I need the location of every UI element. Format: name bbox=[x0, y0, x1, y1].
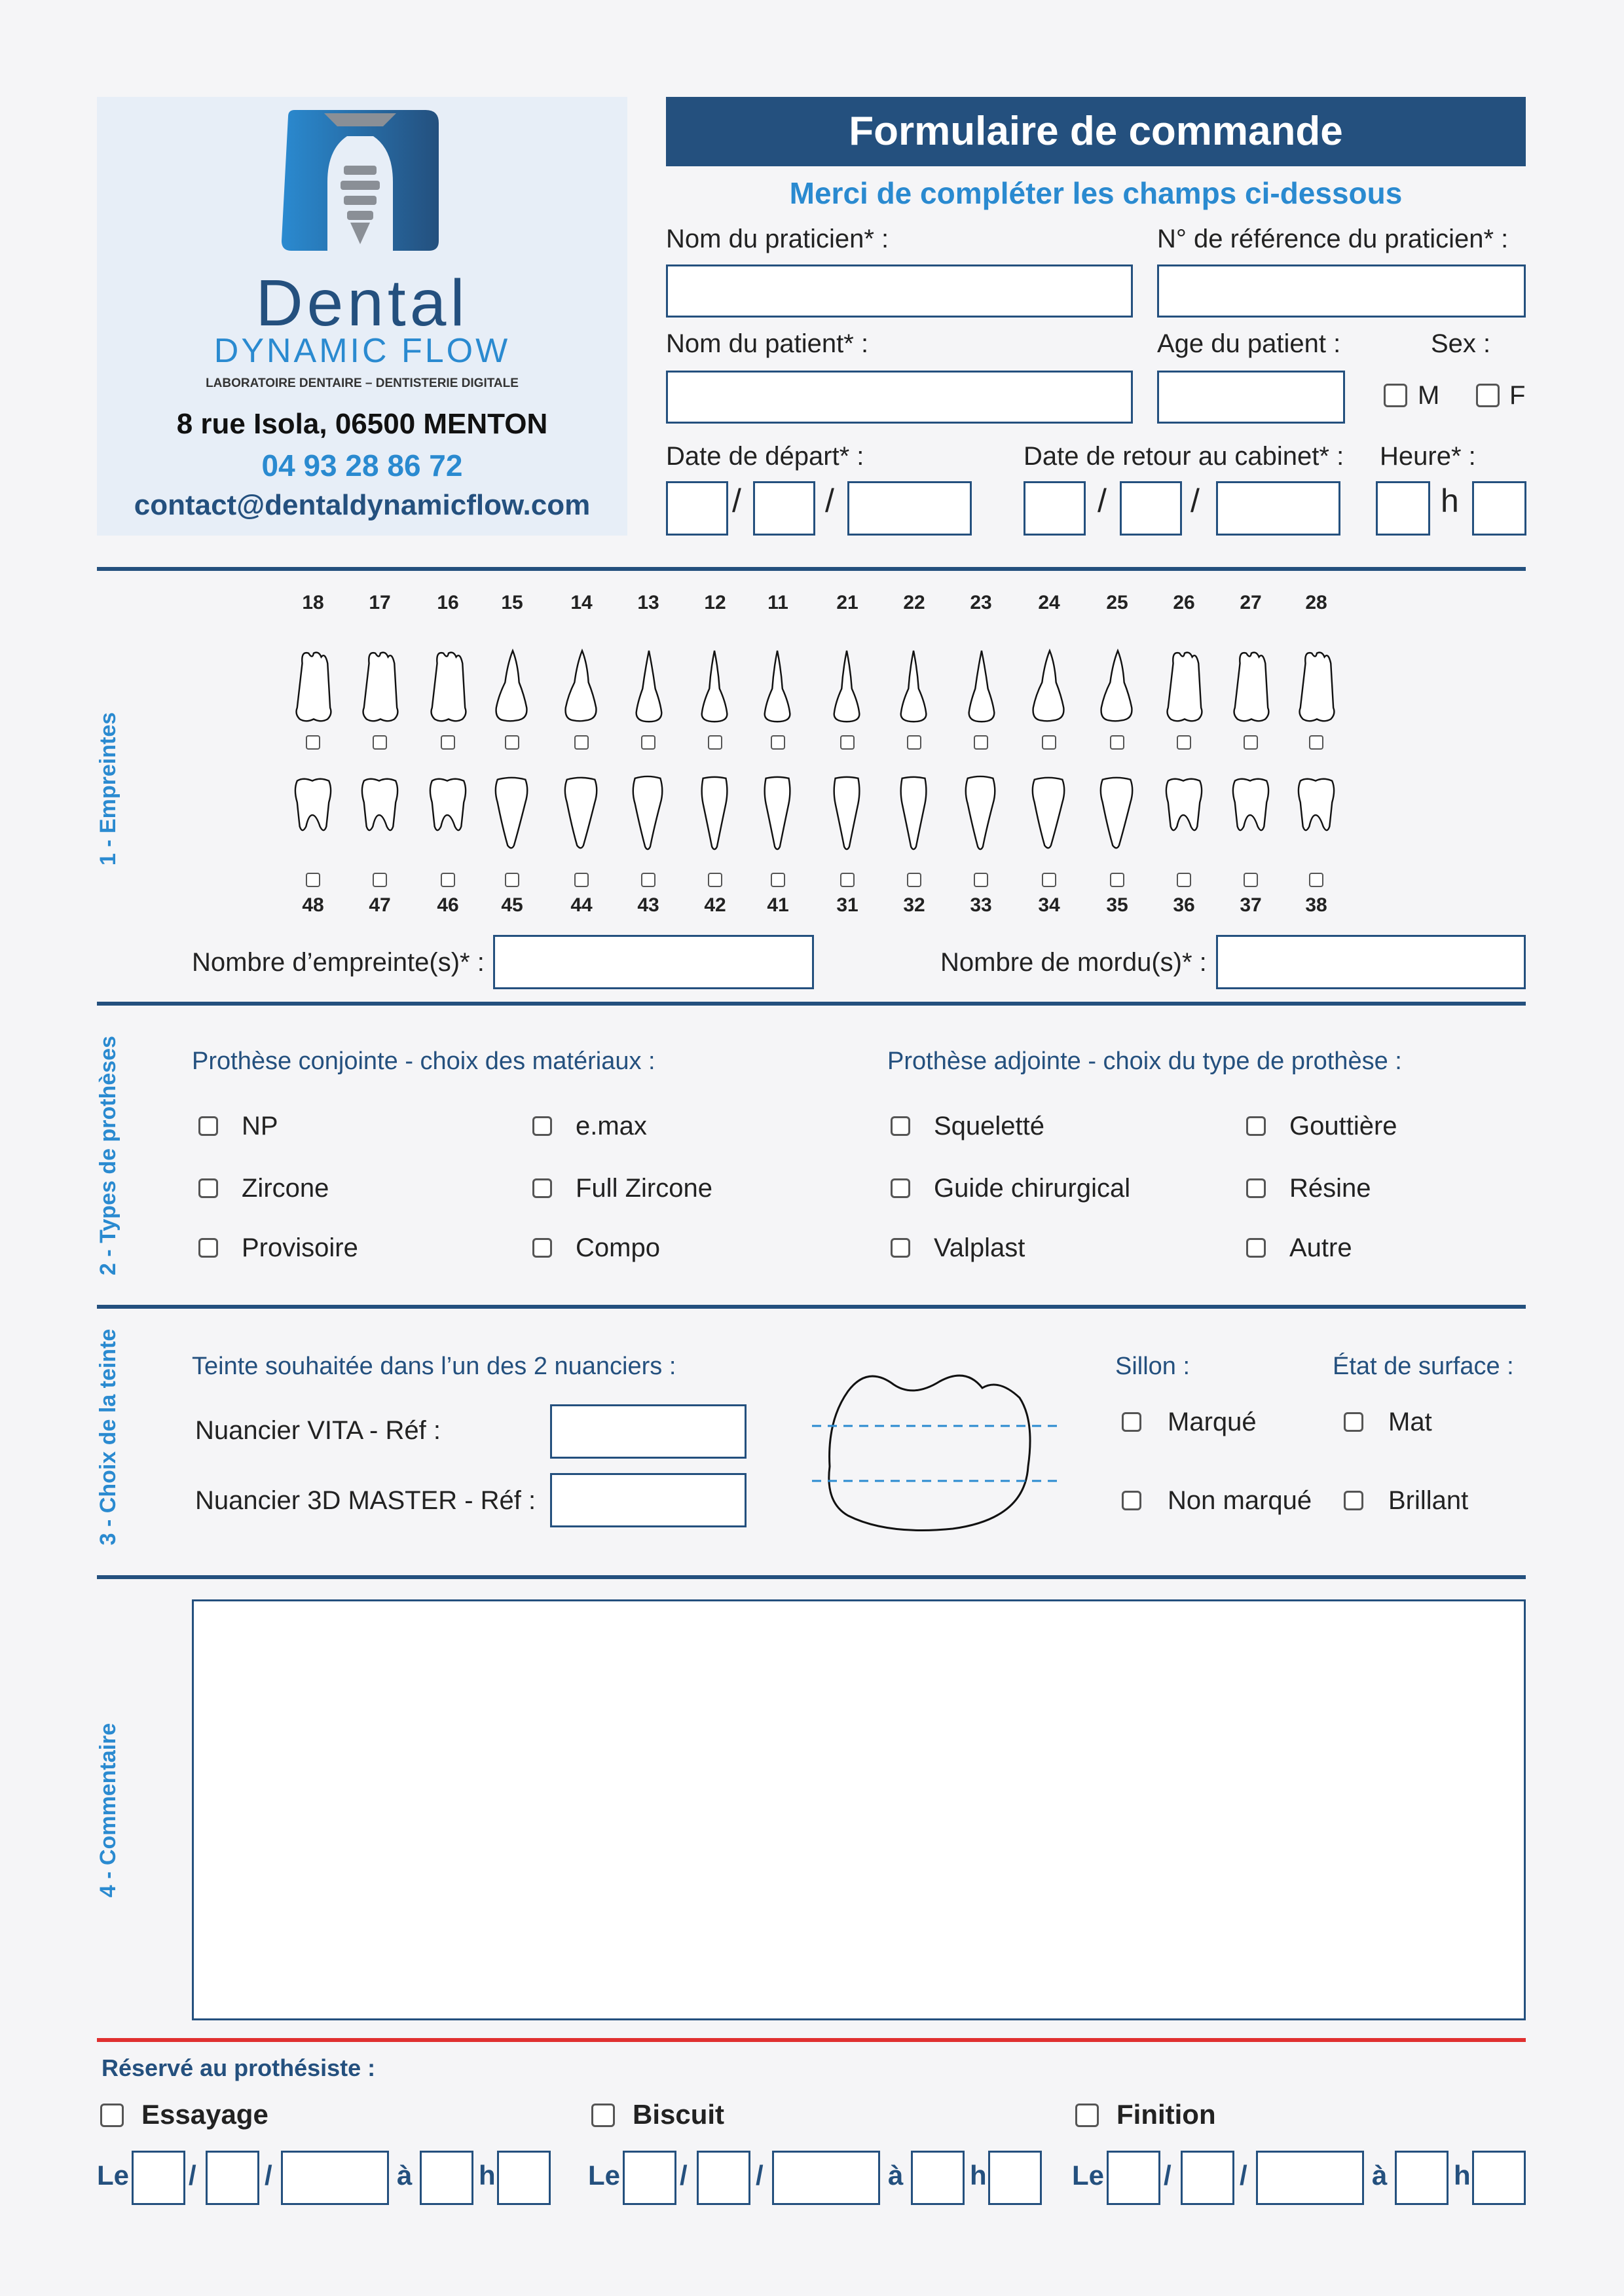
tooth-checkbox-lower[interactable] bbox=[1244, 873, 1258, 887]
tooth-checkbox-lower[interactable] bbox=[1042, 873, 1056, 887]
prosthesis-checkbox-autre[interactable] bbox=[1246, 1238, 1266, 1258]
tooth-number-upper: 18 bbox=[302, 592, 324, 613]
tooth-number-upper: 22 bbox=[903, 592, 925, 613]
tooth-number-lower: 38 bbox=[1305, 894, 1327, 916]
tooth-number-lower: 41 bbox=[767, 894, 789, 916]
date-separator: / bbox=[1240, 2160, 1247, 2191]
lower-tooth-icon bbox=[695, 768, 735, 860]
stage-minute-input[interactable] bbox=[497, 2151, 551, 2205]
tooth-number-lower: 31 bbox=[836, 894, 858, 916]
hour-separator: h bbox=[970, 2160, 987, 2191]
lower-tooth-icon bbox=[1297, 768, 1336, 860]
prosthesis-checkbox-e-max[interactable] bbox=[532, 1116, 552, 1136]
prosthesis-checkbox-guide-chirurgical[interactable] bbox=[891, 1178, 910, 1198]
upper-tooth-icon bbox=[695, 645, 735, 730]
hour-hours-input[interactable] bbox=[1376, 481, 1430, 536]
tooth-checkbox-upper[interactable] bbox=[1244, 735, 1258, 750]
prosthesis-checkbox-zircone[interactable] bbox=[198, 1178, 218, 1198]
patient-name-input[interactable] bbox=[666, 371, 1133, 424]
lab-phone[interactable]: 04 93 28 86 72 bbox=[261, 448, 463, 483]
practitioner-ref-input[interactable] bbox=[1157, 264, 1526, 318]
tooth-checkbox-upper[interactable] bbox=[306, 735, 320, 750]
lower-tooth-icon bbox=[492, 768, 532, 860]
date-separator: / bbox=[1098, 483, 1107, 519]
fixed-prosthesis-title: Prothèse conjointe - choix des matériaux : bbox=[192, 1048, 655, 1075]
date-separator: / bbox=[265, 2160, 272, 2191]
patient-age-label: Age du patient : bbox=[1157, 329, 1341, 358]
tooth-number-lower: 36 bbox=[1173, 894, 1195, 916]
bite-count-label: Nombre de mordu(s)* : bbox=[940, 948, 1207, 977]
tooth-number-upper: 27 bbox=[1240, 592, 1262, 613]
lower-tooth-icon bbox=[1164, 768, 1204, 860]
stage-minute-input[interactable] bbox=[1472, 2151, 1526, 2205]
hour-separator: h bbox=[479, 2160, 496, 2191]
upper-tooth-icon bbox=[293, 645, 333, 730]
tooth-checkbox-lower[interactable] bbox=[373, 873, 387, 887]
sex-f-checkbox[interactable] bbox=[1476, 384, 1500, 407]
tooth-checkbox-upper[interactable] bbox=[1177, 735, 1191, 750]
stage-date-prefix: Le bbox=[97, 2160, 130, 2191]
lower-tooth-icon bbox=[360, 768, 399, 860]
surface-matte-label: Mat bbox=[1388, 1408, 1432, 1436]
sex-m-checkbox[interactable] bbox=[1384, 384, 1407, 407]
bite-count-input[interactable] bbox=[1216, 935, 1526, 989]
lower-tooth-icon bbox=[1231, 768, 1270, 860]
date-separator: / bbox=[1164, 2160, 1172, 2191]
tooth-number-upper: 13 bbox=[637, 592, 659, 613]
stage-day-input[interactable] bbox=[623, 2151, 676, 2205]
prosthesis-checkbox-provisoire[interactable] bbox=[198, 1238, 218, 1258]
tooth-checkbox-lower[interactable] bbox=[306, 873, 320, 887]
lower-tooth-icon bbox=[293, 768, 333, 860]
tooth-number-upper: 24 bbox=[1038, 592, 1060, 613]
tooth-checkbox-upper[interactable] bbox=[1309, 735, 1323, 750]
vita-shade-label: Nuancier VITA - Réf : bbox=[195, 1416, 441, 1445]
surface-glossy-label: Brillant bbox=[1388, 1486, 1469, 1515]
lower-tooth-icon bbox=[895, 768, 934, 860]
prosthesis-checkbox-full-zircone[interactable] bbox=[532, 1178, 552, 1198]
upper-tooth-icon bbox=[1164, 645, 1204, 730]
tooth-number-upper: 11 bbox=[767, 592, 788, 613]
date-separator: / bbox=[756, 2160, 764, 2191]
prosthesis-checkbox-r-sine[interactable] bbox=[1246, 1178, 1266, 1198]
divider-impressions bbox=[97, 1002, 1526, 1006]
stage-label: Finition bbox=[1116, 2099, 1216, 2130]
groove-title: Sillon : bbox=[1115, 1353, 1190, 1380]
prosthesis-option-label: e.max bbox=[576, 1112, 647, 1140]
departure-date-label: Date de départ* : bbox=[666, 442, 864, 471]
tooth-number-lower: 46 bbox=[437, 894, 459, 916]
brand-name-bottom: DYNAMIC FLOW bbox=[213, 332, 511, 370]
groove-unmarked-checkbox[interactable] bbox=[1122, 1491, 1141, 1510]
tooth-checkbox-lower[interactable] bbox=[708, 873, 722, 887]
tooth-number-upper: 15 bbox=[501, 592, 523, 613]
shade-title: Teinte souhaitée dans l’un des 2 nuanciers : bbox=[192, 1353, 676, 1380]
lower-tooth-icon bbox=[1029, 768, 1069, 860]
patient-sex-label: Sex : bbox=[1431, 329, 1491, 358]
form-subtitle: Merci de compléter les champs ci-dessous bbox=[789, 176, 1403, 210]
date-separator: / bbox=[825, 483, 834, 519]
stage-date-prefix: Le bbox=[588, 2160, 621, 2191]
stage-hour-input[interactable] bbox=[1395, 2151, 1449, 2205]
tooth-number-upper: 17 bbox=[369, 592, 391, 613]
brand-tagline: LABORATOIRE DENTAIRE – DENTISTERIE DIGITALE bbox=[206, 376, 519, 390]
stage-date-prefix: Le bbox=[1072, 2160, 1105, 2191]
groove-marked-label: Marqué bbox=[1168, 1408, 1257, 1436]
lab-address: 8 rue Isola, 06500 MENTON bbox=[176, 408, 548, 440]
sex-f-label: F bbox=[1509, 381, 1526, 410]
tooth-number-upper: 23 bbox=[970, 592, 992, 613]
tooth-checkbox-upper[interactable] bbox=[373, 735, 387, 750]
lower-tooth-icon bbox=[828, 768, 867, 860]
stage-year-input[interactable] bbox=[281, 2151, 389, 2205]
stage-minute-input[interactable] bbox=[988, 2151, 1042, 2205]
stage-hour-input[interactable] bbox=[420, 2151, 473, 2205]
stage-day-input[interactable] bbox=[1107, 2151, 1160, 2205]
section-impressions-title: 1 - Empreintes bbox=[96, 712, 120, 866]
impression-count-input[interactable] bbox=[493, 935, 814, 989]
molar-groove-diagram-icon bbox=[809, 1368, 1058, 1539]
stage-month-input[interactable] bbox=[697, 2151, 750, 2205]
prosthesis-option-label: Valplast bbox=[934, 1233, 1025, 1262]
tooth-number-upper: 21 bbox=[836, 592, 858, 613]
return-month-input[interactable] bbox=[1120, 481, 1182, 536]
prosthesis-option-label: Gouttière bbox=[1289, 1112, 1397, 1140]
return-date-label: Date de retour au cabinet* : bbox=[1024, 442, 1344, 471]
tooth-checkbox-upper[interactable] bbox=[708, 735, 722, 750]
prosthesis-option-label: Full Zircone bbox=[576, 1174, 712, 1203]
section-shade-title: 3 - Choix de la teinte bbox=[96, 1328, 120, 1546]
upper-tooth-icon bbox=[1231, 645, 1270, 730]
tooth-number-upper: 28 bbox=[1305, 592, 1327, 613]
tooth-checkbox-upper[interactable] bbox=[771, 735, 785, 750]
departure-year-input[interactable] bbox=[847, 481, 972, 536]
tooth-number-lower: 35 bbox=[1106, 894, 1128, 916]
logo-panel bbox=[97, 97, 627, 536]
return-day-input[interactable] bbox=[1024, 481, 1086, 536]
patient-name-label: Nom du patient* : bbox=[666, 329, 869, 358]
tooth-checkbox-lower[interactable] bbox=[907, 873, 921, 887]
tooth-number-lower: 33 bbox=[970, 894, 992, 916]
tooth-number-upper: 26 bbox=[1173, 592, 1195, 613]
departure-month-input[interactable] bbox=[753, 481, 815, 536]
tooth-checkbox-upper[interactable] bbox=[907, 735, 921, 750]
date-separator: / bbox=[680, 2160, 688, 2191]
prosthesis-checkbox-compo[interactable] bbox=[532, 1238, 552, 1258]
stage-time-prefix: à bbox=[397, 2160, 413, 2191]
vita-shade-input[interactable] bbox=[550, 1404, 747, 1459]
date-separator: / bbox=[1190, 483, 1200, 519]
stage-checkbox-finition[interactable] bbox=[1075, 2104, 1099, 2127]
tooth-number-lower: 37 bbox=[1240, 894, 1262, 916]
upper-tooth-icon bbox=[1297, 645, 1336, 730]
lower-tooth-icon bbox=[629, 768, 668, 860]
tooth-checkbox-upper[interactable] bbox=[505, 735, 519, 750]
stage-month-input[interactable] bbox=[1181, 2151, 1234, 2205]
tooth-number-lower: 48 bbox=[302, 894, 324, 916]
upper-tooth-icon bbox=[1029, 645, 1069, 730]
hour-label: Heure* : bbox=[1380, 442, 1476, 471]
practitioner-name-input[interactable] bbox=[666, 264, 1133, 318]
reserved-title: Réservé au prothésiste : bbox=[101, 2054, 376, 2081]
date-separator: / bbox=[732, 483, 741, 519]
sex-m-label: M bbox=[1418, 381, 1440, 410]
tooth-checkbox-lower[interactable] bbox=[1177, 873, 1191, 887]
upper-tooth-icon bbox=[1098, 645, 1137, 730]
hour-minutes-input[interactable] bbox=[1472, 481, 1526, 536]
stage-year-input[interactable] bbox=[1256, 2151, 1364, 2205]
stage-checkbox-essayage[interactable] bbox=[100, 2104, 124, 2127]
tooth-checkbox-lower[interactable] bbox=[1110, 873, 1124, 887]
tooth-checkbox-upper[interactable] bbox=[1110, 735, 1124, 750]
departure-day-input[interactable] bbox=[666, 481, 728, 536]
tooth-number-lower: 42 bbox=[704, 894, 726, 916]
stage-hour-input[interactable] bbox=[911, 2151, 965, 2205]
prosthesis-checkbox-goutti-re[interactable] bbox=[1246, 1116, 1266, 1136]
divider-prostheses bbox=[97, 1305, 1526, 1309]
tooth-checkbox-lower[interactable] bbox=[974, 873, 988, 887]
master-shade-label: Nuancier 3D MASTER - Réf : bbox=[195, 1486, 536, 1515]
return-year-input[interactable] bbox=[1216, 481, 1340, 536]
upper-tooth-icon bbox=[961, 645, 1001, 730]
upper-tooth-icon bbox=[629, 645, 668, 730]
tooth-number-upper: 25 bbox=[1106, 592, 1128, 613]
upper-tooth-icon bbox=[562, 645, 601, 730]
upper-tooth-icon bbox=[428, 645, 468, 730]
upper-tooth-icon bbox=[360, 645, 399, 730]
tooth-checkbox-lower[interactable] bbox=[441, 873, 455, 887]
hour-separator: h bbox=[1441, 483, 1459, 519]
tooth-checkbox-upper[interactable] bbox=[641, 735, 655, 750]
stage-day-input[interactable] bbox=[132, 2151, 185, 2205]
tooth-number-lower: 44 bbox=[570, 894, 593, 916]
tooth-number-lower: 34 bbox=[1038, 894, 1060, 916]
lower-tooth-icon bbox=[562, 768, 601, 860]
divider-reserved bbox=[97, 2038, 1526, 2042]
prosthesis-checkbox-np[interactable] bbox=[198, 1116, 218, 1136]
upper-tooth-icon bbox=[492, 645, 532, 730]
tooth-checkbox-lower[interactable] bbox=[840, 873, 855, 887]
impression-count-label: Nombre d’empreinte(s)* : bbox=[192, 948, 485, 977]
prosthesis-option-label: Compo bbox=[576, 1233, 660, 1262]
tooth-number-lower: 45 bbox=[501, 894, 523, 916]
prosthesis-option-label: Résine bbox=[1289, 1174, 1371, 1203]
prosthesis-option-label: Autre bbox=[1289, 1233, 1352, 1262]
tooth-number-upper: 14 bbox=[570, 592, 593, 613]
tooth-number-upper: 12 bbox=[704, 592, 726, 613]
upper-tooth-icon bbox=[895, 645, 934, 730]
master-shade-input[interactable] bbox=[550, 1473, 747, 1527]
tooth-number-lower: 43 bbox=[637, 894, 659, 916]
date-separator: / bbox=[189, 2160, 196, 2191]
prosthesis-option-label: Provisoire bbox=[242, 1233, 358, 1262]
tooth-checkbox-upper[interactable] bbox=[1042, 735, 1056, 750]
comment-textarea[interactable] bbox=[192, 1599, 1526, 2020]
stage-checkbox-biscuit[interactable] bbox=[591, 2104, 615, 2127]
divider-header bbox=[97, 567, 1526, 571]
prosthesis-checkbox-squelett-[interactable] bbox=[891, 1116, 910, 1136]
prosthesis-option-label: Squeletté bbox=[934, 1112, 1045, 1140]
surface-glossy-checkbox[interactable] bbox=[1344, 1491, 1363, 1510]
tooth-checkbox-upper[interactable] bbox=[840, 735, 855, 750]
brand-name-top: Dental bbox=[255, 266, 469, 340]
lower-tooth-icon bbox=[758, 768, 798, 860]
patient-age-input[interactable] bbox=[1157, 371, 1345, 424]
tooth-checkbox-upper[interactable] bbox=[574, 735, 589, 750]
tooth-checkbox-lower[interactable] bbox=[1309, 873, 1323, 887]
upper-tooth-icon bbox=[758, 645, 798, 730]
removable-prosthesis-title: Prothèse adjointe - choix du type de prothèse : bbox=[887, 1048, 1402, 1075]
groove-marked-checkbox[interactable] bbox=[1122, 1412, 1141, 1432]
tooth-checkbox-upper[interactable] bbox=[974, 735, 988, 750]
divider-shade bbox=[97, 1575, 1526, 1579]
tooth-checkbox-lower[interactable] bbox=[574, 873, 589, 887]
prosthesis-checkbox-valplast[interactable] bbox=[891, 1238, 910, 1258]
stage-year-input[interactable] bbox=[772, 2151, 880, 2205]
surface-title: État de surface : bbox=[1333, 1353, 1514, 1380]
stage-time-prefix: à bbox=[1372, 2160, 1388, 2191]
stage-time-prefix: à bbox=[888, 2160, 904, 2191]
section-prostheses-title: 2 - Types de prothèses bbox=[96, 1036, 120, 1275]
surface-matte-checkbox[interactable] bbox=[1344, 1412, 1363, 1432]
section-comment-title: 4 - Commentaire bbox=[96, 1722, 120, 1898]
lower-tooth-icon bbox=[961, 768, 1001, 860]
tooth-number-lower: 32 bbox=[903, 894, 925, 916]
practitioner-ref-label: N° de référence du praticien* : bbox=[1157, 225, 1509, 253]
tooth-checkbox-lower[interactable] bbox=[771, 873, 785, 887]
tooth-number-upper: 16 bbox=[437, 592, 459, 613]
tooth-checkbox-lower[interactable] bbox=[641, 873, 655, 887]
practitioner-label: Nom du praticien* : bbox=[666, 225, 889, 253]
prosthesis-option-label: Guide chirurgical bbox=[934, 1174, 1131, 1203]
stage-label: Biscuit bbox=[633, 2099, 725, 2130]
upper-tooth-icon bbox=[828, 645, 867, 730]
stage-label: Essayage bbox=[141, 2099, 268, 2130]
tooth-checkbox-lower[interactable] bbox=[505, 873, 519, 887]
tooth-checkbox-upper[interactable] bbox=[441, 735, 455, 750]
tooth-implant-logo-icon bbox=[275, 110, 445, 255]
lower-tooth-icon bbox=[428, 768, 468, 860]
tooth-number-lower: 47 bbox=[369, 894, 391, 916]
hour-separator: h bbox=[1454, 2160, 1471, 2191]
form-title: Formulaire de commande bbox=[849, 109, 1343, 154]
lower-tooth-icon bbox=[1098, 768, 1137, 860]
stage-month-input[interactable] bbox=[206, 2151, 259, 2205]
prosthesis-option-label: Zircone bbox=[242, 1174, 329, 1203]
lab-email[interactable]: contact@dentaldynamicflow.com bbox=[134, 489, 591, 521]
prosthesis-option-label: NP bbox=[242, 1112, 278, 1140]
groove-unmarked-label: Non marqué bbox=[1168, 1486, 1312, 1515]
